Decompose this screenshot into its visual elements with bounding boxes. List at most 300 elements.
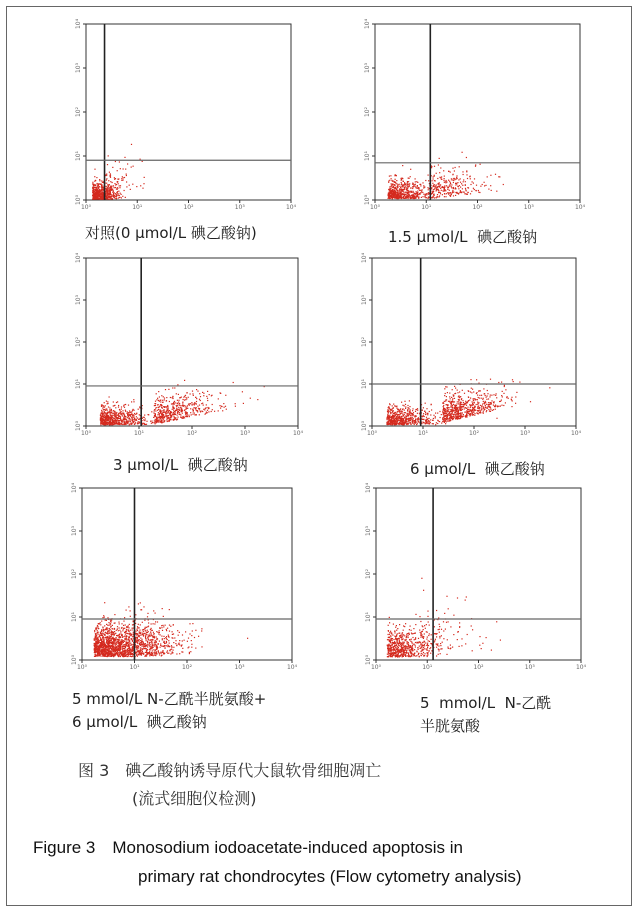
event-dot (131, 419, 132, 420)
event-dot (396, 414, 397, 415)
event-dot (435, 180, 436, 181)
event-dot (165, 416, 166, 417)
event-dot (472, 181, 473, 182)
event-dot (167, 416, 168, 417)
event-dot (156, 636, 157, 637)
event-dot (483, 388, 484, 389)
event-dot (121, 180, 122, 181)
event-dot (476, 379, 477, 380)
event-dot (459, 416, 460, 417)
event-dot (167, 408, 168, 409)
event-dot (196, 389, 197, 390)
event-dot (451, 413, 452, 414)
event-dot (505, 389, 506, 390)
event-dot (111, 409, 112, 410)
event-dot (453, 195, 454, 196)
event-dot (389, 197, 390, 198)
y-tick-label: 10² (75, 336, 82, 348)
event-dot (130, 412, 131, 413)
event-dot (470, 398, 471, 399)
event-dot (402, 193, 403, 194)
event-dot (158, 412, 159, 413)
event-dot (413, 192, 414, 193)
event-dot (428, 180, 429, 181)
event-dot (431, 409, 432, 410)
event-dot (391, 190, 392, 191)
event-dot (191, 402, 192, 403)
event-dot (151, 646, 152, 647)
event-dot (127, 411, 128, 412)
event-dot (464, 192, 465, 193)
event-dot (167, 628, 168, 629)
x-tick-label: 10⁰ (369, 204, 381, 211)
event-dot (102, 186, 103, 187)
event-dot (466, 408, 467, 409)
event-dot (155, 405, 156, 406)
event-dot (178, 394, 179, 395)
event-dot (117, 181, 118, 182)
event-dot (388, 196, 389, 197)
x-tick-label: 10³ (239, 430, 251, 437)
event-dot (389, 180, 390, 181)
event-dot (484, 402, 485, 403)
event-dot (410, 413, 411, 414)
event-dot (433, 178, 434, 179)
event-dot (400, 411, 401, 412)
event-dot (100, 424, 101, 425)
event-dot (126, 181, 127, 182)
event-dot (501, 395, 502, 396)
event-dot (175, 417, 176, 418)
event-dot (167, 421, 168, 422)
event-dot (156, 416, 157, 417)
event-dot (415, 411, 416, 412)
event-dot (160, 404, 161, 405)
event-dot (168, 635, 169, 636)
event-dot (162, 402, 163, 403)
event-dot (392, 412, 393, 413)
event-dot (136, 631, 137, 632)
event-dot (108, 155, 109, 156)
event-dot (212, 409, 213, 410)
event-dot (148, 414, 149, 415)
event-dot (117, 170, 118, 171)
event-dot (454, 405, 455, 406)
event-dot (146, 640, 147, 641)
event-dot (177, 384, 178, 385)
event-dot (474, 189, 475, 190)
event-dot (115, 419, 116, 420)
event-dot (458, 193, 459, 194)
event-dot (136, 416, 137, 417)
event-dot (177, 415, 178, 416)
event-dot (196, 403, 197, 404)
event-dot (124, 424, 125, 425)
event-dot (109, 422, 110, 423)
event-dot (104, 602, 105, 603)
event-dot (137, 630, 138, 631)
event-dot (95, 185, 96, 186)
event-dot (474, 178, 475, 179)
x-tick-label: 10² (183, 204, 194, 211)
event-dot (129, 185, 130, 186)
event-dot (196, 410, 197, 411)
event-dot (207, 410, 208, 411)
event-dot (126, 640, 127, 641)
event-dot (122, 424, 123, 425)
event-dot (169, 421, 170, 422)
event-dot (446, 413, 447, 414)
event-dot (428, 175, 429, 176)
y-tick-label: 10² (75, 106, 82, 118)
event-dot (429, 411, 430, 412)
event-dot (396, 423, 397, 424)
event-dot (463, 174, 464, 175)
event-dot (474, 415, 475, 416)
event-dot (174, 387, 175, 388)
y-tick-label: 10³ (75, 62, 82, 74)
event-dot (105, 424, 106, 425)
event-dot (456, 403, 457, 404)
event-dot (444, 188, 445, 189)
event-dot (496, 191, 497, 192)
event-dot (191, 414, 192, 415)
event-dot (388, 421, 389, 422)
event-dot (111, 415, 112, 416)
event-dot (118, 422, 119, 423)
event-dot (449, 414, 450, 415)
event-dot (107, 191, 108, 192)
plot-area (364, 18, 586, 211)
event-dot (477, 402, 478, 403)
event-dot (430, 422, 431, 423)
event-dot (109, 187, 110, 188)
event-dot (139, 406, 140, 407)
event-dot (115, 417, 116, 418)
event-dot (408, 195, 409, 196)
event-dot (417, 419, 418, 420)
event-dot (473, 400, 474, 401)
event-dot (125, 419, 126, 420)
event-dot (156, 419, 157, 420)
event-dot (444, 408, 445, 409)
event-dot (404, 183, 405, 184)
event-dot (491, 402, 492, 403)
event-dot (154, 420, 155, 421)
event-dot (444, 388, 445, 389)
event-dot (107, 625, 108, 626)
event-dot (159, 654, 160, 655)
event-dot (500, 406, 501, 407)
event-dot (397, 416, 398, 417)
event-dot (168, 408, 169, 409)
event-dot (132, 656, 133, 657)
event-dot (122, 413, 123, 414)
event-dot (410, 187, 411, 188)
event-dot (207, 412, 208, 413)
x-tick-label: 10⁴ (292, 430, 304, 437)
event-dot (165, 412, 166, 413)
y-tick-label: 10⁴ (75, 252, 82, 264)
x-tick-label: 10⁰ (80, 430, 92, 437)
event-dot (96, 177, 97, 178)
event-dot (124, 157, 125, 158)
event-dot (462, 390, 463, 391)
event-dot (98, 188, 99, 189)
x-tick-label: 10³ (523, 204, 534, 211)
event-dot (190, 393, 191, 394)
event-dot (443, 170, 444, 171)
event-dot (174, 413, 175, 414)
event-dot (501, 405, 502, 406)
event-dot (202, 403, 203, 404)
event-dot (222, 410, 223, 411)
event-dot (121, 178, 122, 179)
event-dot (389, 403, 390, 404)
event-dot (142, 633, 143, 634)
event-dot (134, 415, 135, 416)
event-dot (475, 164, 476, 165)
event-dot (504, 385, 505, 386)
event-dot (179, 414, 180, 415)
event-dot (408, 196, 409, 197)
event-dot (444, 415, 445, 416)
event-dot (166, 407, 167, 408)
event-dot (441, 414, 442, 415)
event-dot (97, 630, 98, 631)
event-dot (484, 185, 485, 186)
event-dot (235, 406, 236, 407)
event-dot (177, 412, 178, 413)
event-dot (406, 418, 407, 419)
event-dot (194, 637, 195, 638)
event-dot (449, 184, 450, 185)
event-dot (181, 409, 182, 410)
event-dot (199, 414, 200, 415)
event-dot (176, 408, 177, 409)
event-dot (415, 187, 416, 188)
event-dot (404, 410, 405, 411)
event-dot (483, 406, 484, 407)
event-dot (460, 414, 461, 415)
event-dot (109, 407, 110, 408)
event-dot (426, 417, 427, 418)
event-dot (473, 391, 474, 392)
event-dot (452, 412, 453, 413)
event-dot (432, 196, 433, 197)
event-dot (106, 178, 107, 179)
event-dot (394, 412, 395, 413)
event-dot (455, 388, 456, 389)
event-dot (416, 424, 417, 425)
event-dot (439, 182, 440, 183)
event-dot (116, 630, 117, 631)
event-dot (120, 413, 121, 414)
event-dot (488, 189, 489, 190)
plot-frame (86, 24, 291, 200)
event-dot (123, 168, 124, 169)
event-dot (176, 409, 177, 410)
event-dot (115, 421, 116, 422)
event-dot (415, 178, 416, 179)
event-dot (443, 403, 444, 404)
event-dot (432, 423, 433, 424)
event-dot (211, 395, 212, 396)
event-dot (425, 180, 426, 181)
event-dot (161, 420, 162, 421)
event-dot (390, 175, 391, 176)
event-dot (405, 419, 406, 420)
event-dot (407, 410, 408, 411)
event-dot (461, 407, 462, 408)
event-dot (417, 410, 418, 411)
event-dot (95, 639, 96, 640)
event-dot (200, 411, 201, 412)
event-dot (163, 411, 164, 412)
event-dot (405, 408, 406, 409)
y-tick-label: 10¹ (361, 378, 368, 390)
scatter-panel-2 (364, 18, 586, 211)
event-dot (191, 647, 192, 648)
event-dot (162, 650, 163, 651)
event-dot (481, 408, 482, 409)
event-dot (391, 410, 392, 411)
event-dot (161, 636, 162, 637)
event-dot (476, 412, 477, 413)
event-dot (432, 420, 433, 421)
event-dot (449, 417, 450, 418)
event-dot (478, 192, 479, 193)
event-dot (389, 411, 390, 412)
event-dot (462, 409, 463, 410)
event-dot (129, 412, 130, 413)
event-dot (105, 629, 106, 630)
y-tick-label: 10² (361, 336, 368, 348)
event-dot (449, 421, 450, 422)
event-dot (151, 411, 152, 412)
event-dot (171, 403, 172, 404)
event-dot (491, 190, 492, 191)
event-dot (97, 637, 98, 638)
event-dot (412, 414, 413, 415)
event-dot (448, 413, 449, 414)
event-dot (389, 189, 390, 190)
event-dot (415, 194, 416, 195)
event-dot (498, 382, 499, 383)
event-dot (488, 398, 489, 399)
event-dot (465, 181, 466, 182)
event-dot (407, 193, 408, 194)
event-dot (466, 171, 467, 172)
event-dot (110, 413, 111, 414)
event-dot (412, 188, 413, 189)
event-dot (411, 191, 412, 192)
event-dot (392, 418, 393, 419)
event-dot (481, 398, 482, 399)
event-dot (109, 194, 110, 195)
event-dot (513, 381, 514, 382)
event-dot (129, 418, 130, 419)
event-dot (428, 198, 429, 199)
event-dot (487, 176, 488, 177)
event-dot (120, 417, 121, 418)
event-dot (119, 161, 120, 162)
event-dots (100, 380, 265, 426)
event-dot (99, 635, 100, 636)
event-dot (182, 640, 183, 641)
event-dot (109, 649, 110, 650)
x-tick-label: 10⁴ (574, 204, 586, 211)
event-dot (433, 423, 434, 424)
event-dot (399, 420, 400, 421)
event-dot (189, 652, 190, 653)
event-dot (178, 403, 179, 404)
event-dot (450, 398, 451, 399)
event-dot (459, 185, 460, 186)
event-dot (140, 640, 141, 641)
event-dot (109, 199, 110, 200)
event-dot (137, 626, 138, 627)
event-dot (110, 627, 111, 628)
event-dot (106, 414, 107, 415)
event-dot (156, 399, 157, 400)
event-dot (470, 379, 471, 380)
event-dot (159, 419, 160, 420)
event-dot (455, 410, 456, 411)
event-dot (411, 424, 412, 425)
event-dot (190, 408, 191, 409)
event-dot (437, 186, 438, 187)
event-dot (470, 193, 471, 194)
event-dot (459, 166, 460, 167)
event-dot (490, 407, 491, 408)
event-dot (416, 191, 417, 192)
event-dot (425, 194, 426, 195)
event-dot (101, 194, 102, 195)
event-dot (107, 617, 108, 618)
event-dot (118, 197, 119, 198)
event-dot (444, 178, 445, 179)
event-dot (196, 414, 197, 415)
event-dot (459, 409, 460, 410)
event-dot (100, 650, 101, 651)
event-dot (94, 197, 95, 198)
event-dot (476, 404, 477, 405)
event-dot (438, 190, 439, 191)
event-dot (111, 417, 112, 418)
event-dot (397, 420, 398, 421)
event-dot (156, 393, 157, 394)
event-dot (401, 182, 402, 183)
event-dot (418, 194, 419, 195)
y-tick-label: 10² (364, 106, 371, 118)
event-dot (164, 638, 165, 639)
event-dot (466, 194, 467, 195)
event-dot (489, 402, 490, 403)
event-dot (489, 404, 490, 405)
event-dot (209, 408, 210, 409)
event-dot (243, 403, 244, 404)
event-dot (125, 410, 126, 411)
event-dot (132, 415, 133, 416)
event-dot (121, 406, 122, 407)
event-dot (485, 405, 486, 406)
event-dot (132, 640, 133, 641)
event-dot (388, 193, 389, 194)
event-dot (463, 414, 464, 415)
event-dot (177, 400, 178, 401)
event-dot (401, 179, 402, 180)
